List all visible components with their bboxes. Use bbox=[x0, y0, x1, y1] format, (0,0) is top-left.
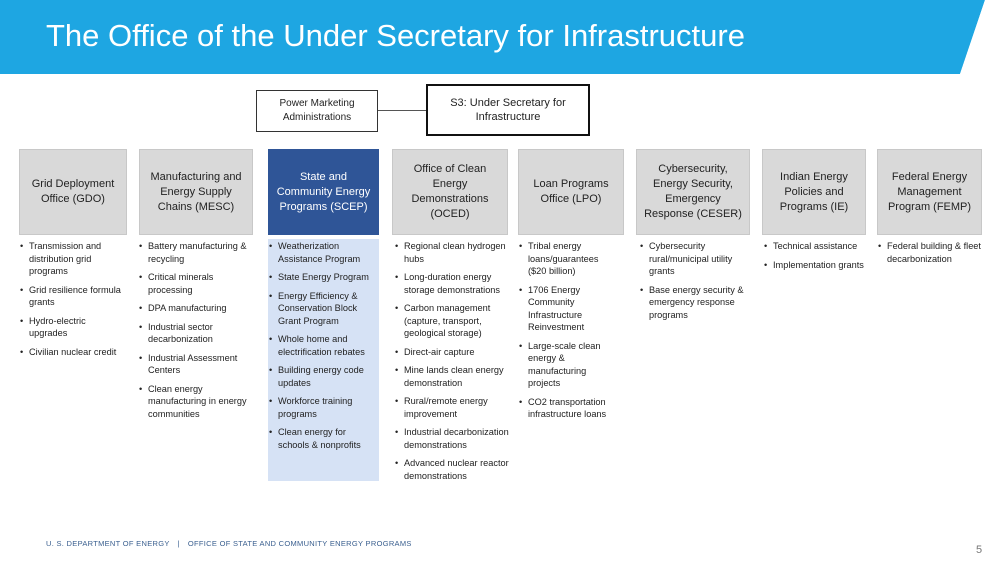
list-item: • Clean energy for schools & nonprofits bbox=[269, 426, 377, 451]
office-box-scep bbox=[268, 149, 379, 235]
list-item: • Industrial decarbonization demonstrations bbox=[395, 426, 511, 451]
list-item: • Critical minerals processing bbox=[139, 271, 253, 296]
list-item: • Large-scale clean energy & manufacturing projects bbox=[519, 340, 619, 390]
program-list-femp bbox=[878, 240, 982, 271]
office-box-femp bbox=[877, 149, 982, 235]
list-item: • Federal building & fleet decarbonization bbox=[878, 240, 982, 265]
office-name-mesc: Manufacturing and Energy Supply Chains (MESC) bbox=[150, 170, 242, 213]
program-list-lpo bbox=[519, 240, 619, 427]
under-secretary-box bbox=[426, 84, 590, 136]
power-marketing-administrations-box bbox=[256, 90, 378, 132]
list-item: • Base energy security & emergency response programs bbox=[640, 284, 750, 322]
program-list-scep bbox=[269, 240, 377, 457]
office-box-mesc bbox=[139, 149, 253, 235]
list-item: • Industrial sector decarbonization bbox=[139, 321, 253, 346]
list-item: • Hydro-electric upgrades bbox=[20, 315, 126, 340]
page-number: 5 bbox=[976, 544, 983, 556]
list-item: • DPA manufacturing bbox=[139, 302, 253, 315]
list-item: • Civilian nuclear credit bbox=[20, 346, 126, 359]
list-item: • Implementation grants bbox=[764, 259, 868, 272]
list-item: • Tribal energy loans/guarantees ($20 billion) bbox=[519, 240, 619, 278]
list-item: • Workforce training programs bbox=[269, 395, 377, 420]
list-item: • Battery manufacturing & recycling bbox=[139, 240, 253, 265]
list-item: • Cybersecurity rural/municipal utility grants bbox=[640, 240, 750, 278]
footer-separator: | bbox=[177, 539, 180, 548]
office-box-ie bbox=[762, 149, 866, 235]
program-list-oced bbox=[395, 240, 511, 488]
office-name-gdo: Grid Deployment Office (GDO) bbox=[31, 178, 115, 205]
page-title: The Office of the Under Secretary for Infrastructure bbox=[46, 18, 745, 53]
office-name-oced: Office of Clean Energy Demonstrations (OCED) bbox=[411, 163, 489, 220]
list-item: • State Energy Program bbox=[269, 271, 377, 284]
footer-office: OFFICE OF STATE AND COMMUNITY ENERGY PROGRAMS bbox=[187, 539, 412, 548]
list-item: • Regional clean hydrogen hubs bbox=[395, 240, 511, 265]
list-item: • Clean energy manufacturing in energy communities bbox=[139, 383, 253, 421]
list-item: • Rural/remote energy improvement bbox=[395, 395, 511, 420]
pma-connector-line bbox=[378, 110, 426, 111]
office-box-gdo bbox=[19, 149, 127, 235]
program-list-ceser bbox=[640, 240, 750, 327]
list-item: • Carbon management (capture, transport, geological storage) bbox=[395, 302, 511, 340]
list-item: • Grid resilience formula grants bbox=[20, 284, 126, 309]
footer bbox=[46, 539, 412, 548]
list-item: • Technical assistance bbox=[764, 240, 868, 253]
office-name-femp: Federal Energy Management Program (FEMP) bbox=[887, 170, 972, 213]
pma-label: Power Marketing Administrations bbox=[279, 98, 355, 123]
office-box-ceser bbox=[636, 149, 750, 235]
list-item: • Transmission and distribution grid programs bbox=[20, 240, 126, 278]
title-banner bbox=[0, 0, 1000, 74]
office-box-oced bbox=[392, 149, 508, 235]
list-item: • Weatherization Assistance Program bbox=[269, 240, 377, 265]
list-item: • Whole home and electrification rebates bbox=[269, 333, 377, 358]
list-item: • Direct-air capture bbox=[395, 346, 511, 359]
program-list-gdo bbox=[20, 240, 126, 364]
list-item: • 1706 Energy Community Infrastructure Reinvestment bbox=[519, 284, 619, 334]
list-item: • Industrial Assessment Centers bbox=[139, 352, 253, 377]
s3-label: S3: Under Secretary for Infrastructure bbox=[450, 97, 566, 123]
list-item: • CO2 transportation infrastructure loans bbox=[519, 396, 619, 421]
list-item: • Long-duration energy storage demonstrations bbox=[395, 271, 511, 296]
list-item: • Advanced nuclear reactor demonstrations bbox=[395, 457, 511, 482]
office-name-ceser: Cybersecurity, Energy Security, Emergency Response (CESER) bbox=[644, 163, 742, 220]
list-item: • Mine lands clean energy demonstration bbox=[395, 364, 511, 389]
office-box-lpo bbox=[518, 149, 624, 235]
program-list-ie bbox=[764, 240, 868, 277]
list-item: • Building energy code updates bbox=[269, 364, 377, 389]
list-item: • Energy Efficiency & Conservation Block Grant Program bbox=[269, 290, 377, 328]
footer-department: U. S. DEPARTMENT OF ENERGY bbox=[46, 539, 170, 548]
office-name-ie: Indian Energy Policies and Programs (IE) bbox=[779, 170, 849, 213]
office-name-scep: State and Community Energy Programs (SCEP) bbox=[276, 170, 371, 213]
office-name-lpo: Loan Programs Office (LPO) bbox=[533, 178, 609, 205]
program-list-mesc bbox=[139, 240, 253, 426]
